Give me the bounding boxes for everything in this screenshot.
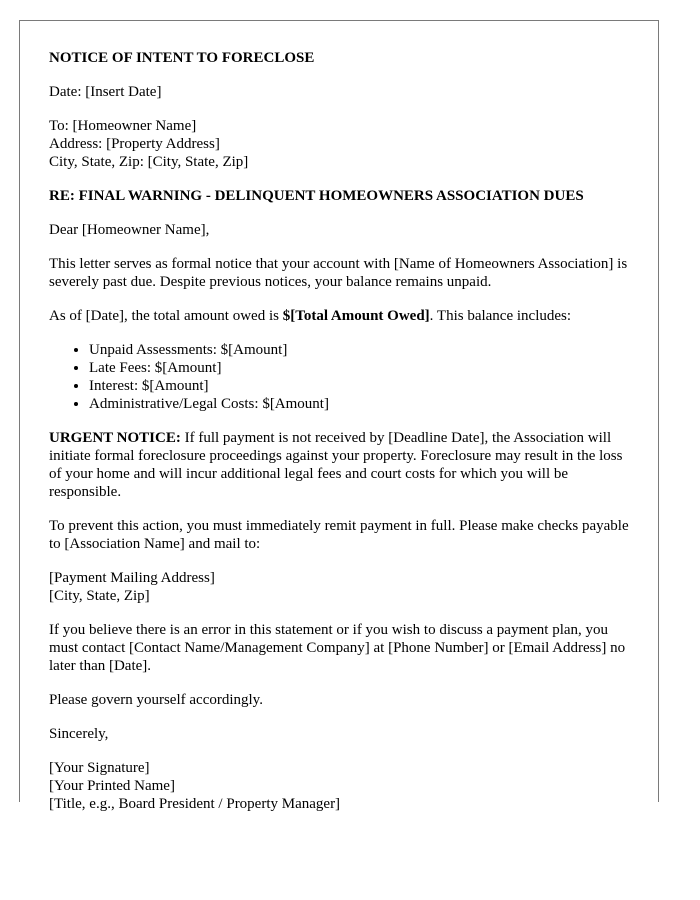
list-item: • Unpaid Assessments: $[Amount] — [89, 341, 634, 359]
letter-title: NOTICE OF INTENT TO FORECLOSE — [49, 50, 315, 66]
salutation: Dear [Homeowner Name], — [49, 222, 210, 238]
intro-paragraph: This letter serves as formal notice that your account with [Name of Homeowners Association] is severely past due. Despite previous notices, your balance remains unpaid. — [49, 256, 628, 290]
mailing-address-block — [49, 569, 634, 605]
urgent-notice-paragraph — [49, 429, 634, 501]
dispute-paragraph: If you believe there is an error in this statement or if you wish to discuss a payment plan, you must contact [Contact Name/Management Company] at [Phone Number] or [Email Address] no later than [Date]. — [49, 622, 626, 674]
printed-name: [Your Printed Name] — [49, 778, 175, 794]
recipient-city: City, State, Zip: [City, State, Zip] — [49, 154, 249, 170]
amount-owed: $[Total Amount Owed] — [282, 308, 430, 324]
mailing-address: [Payment Mailing Address] — [49, 570, 215, 586]
subject-line: RE: FINAL WARNING - DELINQUENT HOMEOWNERS ASSOCIATION DUES — [49, 188, 584, 204]
letter-body — [49, 49, 634, 829]
letter-page — [19, 20, 659, 812]
signoff: Sincerely, — [49, 726, 109, 742]
recipient-address: Address: [Property Address] — [49, 136, 220, 152]
signature: [Your Signature] — [49, 760, 150, 776]
amount-paragraph — [49, 307, 634, 325]
balance-breakdown-list — [49, 341, 634, 413]
urgent-notice-label: URGENT NOTICE: — [49, 430, 181, 446]
closing-advice: Please govern yourself accordingly. — [49, 692, 263, 708]
mailing-city: [City, State, Zip] — [49, 588, 150, 604]
list-item: • Administrative/Legal Costs: $[Amount] — [89, 395, 634, 413]
recipient-block — [49, 117, 634, 171]
signature-block — [49, 759, 634, 813]
prevent-paragraph: To prevent this action, you must immediately remit payment in full. Please make checks payable to [Association Name] and mail to: — [49, 518, 629, 552]
recipient-to: To: [Homeowner Name] — [49, 118, 197, 134]
amount-suffix: . This balance includes: — [429, 308, 572, 324]
date-line: Date: [Insert Date] — [49, 84, 162, 100]
list-item: • Late Fees: $[Amount] — [89, 359, 634, 377]
amount-prefix: As of [Date], the total amount owed is — [49, 308, 283, 324]
signer-title: [Title, e.g., Board President / Property Manager] — [49, 796, 341, 812]
urgent-notice-text: If full payment is not received by [Deadline Date], the Association will initiate formal foreclosure proceedings against your property. Foreclosure may result in the loss of your home and will incur additional legal fees and court costs for which you will be responsible. — [49, 430, 623, 500]
list-item: • Interest: $[Amount] — [89, 377, 634, 395]
